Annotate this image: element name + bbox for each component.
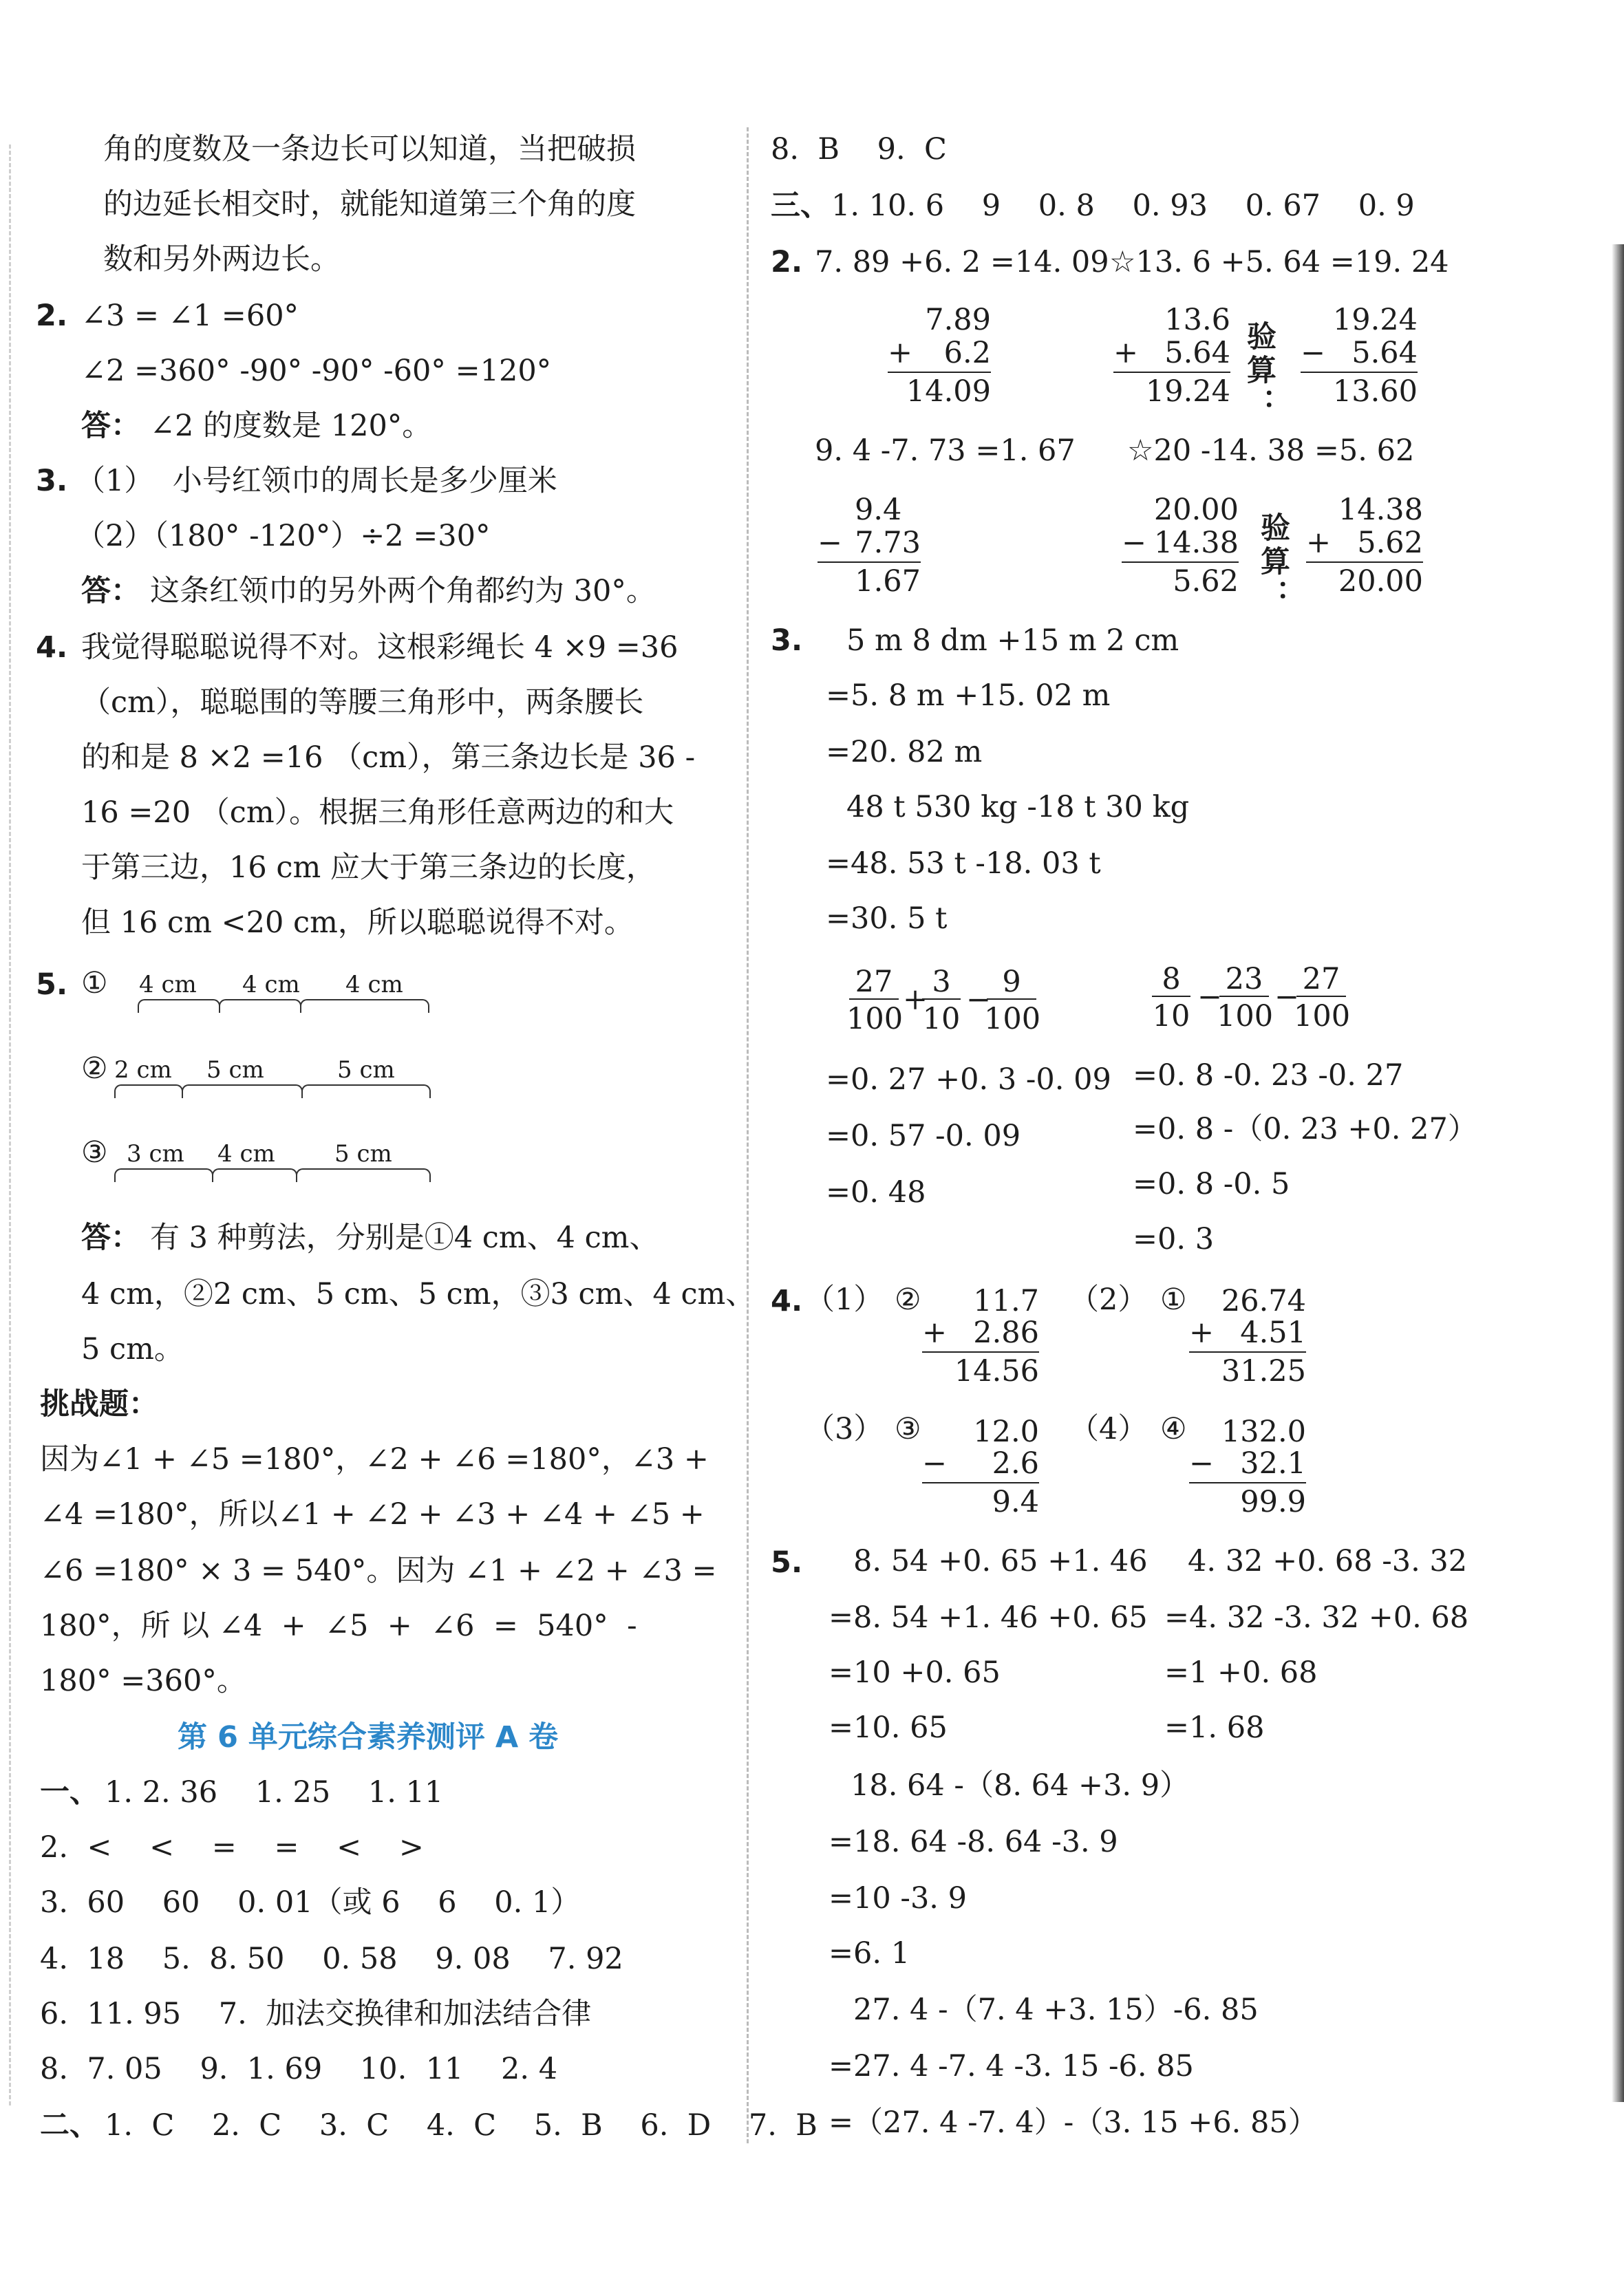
equation: 7. 89 +6. 2 =14. 09: [815, 245, 1109, 279]
equation-step: =8. 54 +1. 46 +0. 65: [829, 1600, 1148, 1635]
segment-label: 4 cm: [242, 971, 300, 998]
text-line: ∠6 =180° × 3 = 540°。因为 ∠1 + ∠2 + ∠3 =: [40, 1554, 717, 1588]
circled-number: ①: [81, 966, 108, 1000]
operator: −: [966, 983, 992, 1017]
calc-bottom: 7.73: [855, 526, 921, 560]
page-edge-shadow: [1612, 244, 1624, 2102]
calc-operator: +: [888, 336, 913, 370]
equation-step: =18. 64 -8. 64 -3. 9: [829, 1825, 1118, 1859]
calc-operator: −: [1301, 336, 1326, 370]
equation: ☆13. 6 +5. 64 =19. 24: [1109, 245, 1449, 279]
operator: +: [903, 983, 928, 1017]
operator: −: [1197, 980, 1223, 1014]
segment-label: 5 cm: [337, 1056, 395, 1084]
fraction: [1149, 961, 1193, 1036]
segment-brace: [114, 1084, 183, 1098]
calc-result: 19.24: [1145, 374, 1230, 409]
segment-brace: [301, 1084, 431, 1098]
equation-step: =20. 82 m: [826, 735, 983, 769]
text-line: 于第三边，16 cm 应大于第三条边的长度，: [81, 850, 656, 885]
sub-question-label: （3）: [805, 1412, 884, 1446]
equation: 27. 4 -（7. 4 +3. 15）-6. 85: [853, 1993, 1259, 2027]
question-number: 5.: [771, 1545, 803, 1580]
text-line: ∠2 的度数是 120°。: [150, 409, 432, 443]
question-number: 4.: [771, 1284, 803, 1318]
equation-step: =30. 5 t: [826, 901, 948, 936]
segment-brace: [296, 1168, 431, 1182]
calc-operator: +: [922, 1316, 948, 1350]
calc-operator: +: [1113, 336, 1139, 370]
verification-calculation: [1301, 303, 1418, 409]
calc-operator: +: [1189, 1316, 1215, 1350]
calc-top: 7.89: [925, 303, 991, 337]
right-column: [757, 0, 1603, 2294]
calc-bottom: 2.6: [992, 1446, 1039, 1481]
vertical-calculation: [922, 1413, 1039, 1519]
text-line: ∠4 =180°，所以∠1 + ∠2 + ∠3 + ∠4 + ∠5 +: [40, 1497, 705, 1532]
segment-brace: [219, 999, 301, 1013]
question-number: 4.: [36, 630, 68, 665]
calc-result: 14.09: [906, 374, 991, 409]
question-number: 3.: [36, 464, 68, 498]
denominator: 100: [846, 1002, 904, 1036]
fraction: [1217, 961, 1272, 1036]
calc-bottom: 4.51: [1240, 1316, 1306, 1350]
denominator: 10: [922, 1002, 961, 1036]
calc-bottom: 2.86: [973, 1316, 1039, 1350]
challenge-label: 挑战题：: [40, 1387, 158, 1422]
text-line: 但 16 cm <20 cm，所以聪聪说得不对。: [81, 905, 634, 940]
calc-bottom: 5.64: [1164, 336, 1230, 370]
equation: 48 t 530 kg -18 t 30 kg: [846, 790, 1190, 824]
calc-operator: −: [922, 1446, 948, 1481]
equation: 4. 32 +0. 68 -3. 32: [1188, 1544, 1468, 1578]
denominator: 100: [1294, 999, 1351, 1033]
equation-step: =48. 53 t -18. 03 t: [826, 846, 1101, 881]
segment-brace: [212, 1168, 297, 1182]
calc-rule: [922, 1351, 1039, 1353]
vertical-calculation: [1189, 1283, 1306, 1389]
segment-label: 4 cm: [139, 971, 197, 998]
text-line: 这条红领巾的另外两个角都约为 30°。: [150, 574, 656, 608]
text-line: 的边延长相交时，就能知道第三个角的度: [103, 187, 636, 222]
answer-line: 1. 10. 6 9 0. 8 0. 93 0. 67 0. 9: [831, 189, 1415, 223]
fraction: [1294, 961, 1349, 1036]
vertical-calculation: [818, 493, 921, 599]
calc-top: 11.7: [973, 1284, 1039, 1318]
answer-line: 1. C 2. C 3. C 4. C 5. B 6. D 7. B: [105, 2108, 818, 2143]
calc-bottom: 5.64: [1351, 336, 1418, 370]
equation-step: =10 +0. 65: [829, 1655, 1001, 1690]
calc-rule: [888, 372, 991, 373]
calc-operator: −: [818, 526, 843, 560]
calc-operator: −: [1122, 526, 1147, 560]
vertical-calculation: [1189, 1413, 1306, 1519]
answer-line: 4. 18 5. 8. 50 0. 58 9. 08 7. 92: [40, 1942, 623, 1976]
equation: 5 m 8 dm +15 m 2 cm: [846, 623, 1179, 658]
answer-label: 答：: [81, 409, 140, 443]
text-line: 180° =360°。: [40, 1664, 246, 1698]
text-line: 因为∠1 + ∠5 =180°，∠2 + ∠6 =180°，∠3 +: [40, 1442, 709, 1477]
segment-label: 4 cm: [345, 971, 403, 998]
calc-rule: [1306, 561, 1423, 563]
text-line: 数和另外两边长。: [103, 242, 340, 277]
calc-result: 1.67: [855, 564, 921, 599]
segment-label: 3 cm: [127, 1140, 184, 1168]
vertical-calculation: [922, 1283, 1039, 1389]
numerator: 27: [855, 965, 893, 999]
calc-bottom: 5.62: [1357, 526, 1423, 560]
vertical-calculation: [1113, 303, 1230, 409]
equation-step: =0. 8 -（0. 23 +0. 27）: [1133, 1112, 1477, 1146]
circled-number: ③: [895, 1412, 921, 1446]
section-title: 第 6 单元综合素养测评 A 卷: [178, 1720, 559, 1755]
sub-question-label: （2）: [1069, 1283, 1148, 1317]
calc-top: 19.24: [1332, 303, 1418, 337]
text-line: 16 =20 （cm）。根据三角形任意两边的和大: [81, 795, 674, 830]
calc-result: 20.00: [1338, 564, 1423, 599]
text-line: 180°，所 以 ∠4 + ∠5 + ∠6 = 540° -: [40, 1609, 637, 1643]
segment-brace: [138, 999, 220, 1013]
denominator: 100: [1217, 999, 1274, 1033]
column-divider: [747, 127, 749, 2143]
denominator: 10: [1152, 999, 1190, 1033]
segment-label: 4 cm: [217, 1140, 275, 1168]
calc-result: 99.9: [1240, 1485, 1306, 1519]
calc-bottom: 32.1: [1240, 1446, 1306, 1481]
section-label: 二、: [40, 2108, 99, 2143]
denominator: 100: [984, 1002, 1041, 1036]
circled-number: ②: [895, 1283, 921, 1317]
text-line: 4 cm，②2 cm、5 cm、5 cm，③3 cm、4 cm、: [81, 1277, 756, 1311]
equation-step: =0. 27 +0. 3 -0. 09: [826, 1062, 1111, 1097]
fraction-bar: [1152, 996, 1190, 997]
equation-step: =5. 8 m +15. 02 m: [826, 678, 1111, 713]
calc-top: 9.4: [855, 493, 902, 527]
circled-number: ③: [81, 1135, 108, 1170]
answer-label: 答：: [81, 1221, 140, 1255]
circled-number: ①: [1160, 1283, 1187, 1317]
calc-result: 9.4: [992, 1485, 1039, 1519]
segment-label: 5 cm: [206, 1056, 264, 1084]
equation-step: =0. 8 -0. 5: [1133, 1167, 1290, 1201]
equation-step: =0. 48: [826, 1175, 926, 1210]
numerator: 9: [1002, 965, 1021, 999]
calc-rule: [818, 561, 921, 563]
equation-step: =（27. 4 -7. 4）-（3. 15 +6. 85）: [829, 2105, 1318, 2140]
calc-operator: +: [1306, 526, 1332, 560]
question-number: 3.: [771, 623, 803, 658]
calc-operator: −: [1189, 1446, 1215, 1481]
fraction: [919, 963, 963, 1039]
equation-step: =6. 1: [829, 1936, 910, 1971]
answer-line: 2. < < = = < >: [40, 1830, 424, 1865]
fraction: [846, 963, 904, 1039]
text-line: ∠3 = ∠1 =60°: [81, 299, 299, 333]
calc-top: 13.6: [1164, 303, 1230, 337]
text-line: （2）（180° -120°）÷2 =30°: [76, 519, 491, 553]
equation-step: =1. 68: [1164, 1711, 1265, 1745]
equation: ☆20 -14. 38 =5. 62: [1127, 433, 1415, 468]
fraction: [984, 963, 1039, 1039]
answer-line: 8. 7. 05 9. 1. 69 10. 11 2. 4: [40, 2052, 558, 2086]
fraction-bar: [849, 998, 899, 1000]
calc-rule: [1113, 372, 1230, 373]
fraction-bar: [987, 998, 1036, 1000]
numerator: 23: [1225, 962, 1263, 996]
answer-line: 1. 2. 36 1. 25 1. 11: [105, 1775, 444, 1810]
equation-step: =10 -3. 9: [829, 1881, 967, 1916]
equation-step: =0. 8 -0. 23 -0. 27: [1133, 1058, 1404, 1093]
answer-line: 3. 60 60 0. 01（或 6 6 0. 1）: [40, 1885, 581, 1920]
text-line: 我觉得聪聪说得不对。这根彩绳长 4 ×9 =36: [81, 630, 679, 665]
segment-label: 2 cm: [114, 1056, 172, 1084]
question-number: 5.: [36, 967, 68, 1002]
circled-number: ④: [1160, 1412, 1187, 1446]
calc-rule: [1189, 1482, 1306, 1483]
equation-step: =27. 4 -7. 4 -3. 15 -6. 85: [829, 2049, 1194, 2083]
answer-line: 8. B 9. C: [771, 132, 947, 167]
calc-bottom: 6.2: [943, 336, 991, 370]
equation-step: =10. 65: [829, 1711, 948, 1745]
fraction-bar: [1296, 996, 1346, 997]
question-number: 2.: [771, 245, 803, 279]
calc-top: 26.74: [1221, 1284, 1306, 1318]
calc-bottom: 14.38: [1153, 526, 1239, 560]
calc-rule: [1301, 372, 1418, 373]
calc-top: 132.0: [1221, 1415, 1306, 1449]
calc-result: 31.25: [1221, 1354, 1306, 1389]
fraction-bar: [922, 998, 961, 1000]
segment-brace: [182, 1084, 303, 1098]
calc-result: 5.62: [1173, 564, 1239, 599]
question-number: 2.: [36, 299, 68, 333]
fraction-bar: [1219, 996, 1269, 997]
numerator: 27: [1302, 962, 1340, 996]
calc-rule: [922, 1482, 1039, 1483]
equation: 18. 64 -（8. 64 +3. 9）: [851, 1768, 1190, 1803]
equation: 9. 4 -7. 73 =1. 67: [815, 433, 1076, 468]
vertical-calculation: [888, 303, 991, 409]
equation-step: =0. 3: [1133, 1222, 1215, 1256]
sub-question-label: （1）: [805, 1283, 884, 1317]
segment-brace: [300, 999, 429, 1013]
verification-calculation: [1306, 493, 1423, 599]
sub-question-label: （4）: [1069, 1412, 1148, 1446]
text-line: 有 3 种剪法，分别是①4 cm、4 cm、: [150, 1221, 659, 1255]
segment-brace: [114, 1168, 213, 1182]
numerator: 8: [1162, 962, 1181, 996]
segment-label: 5 cm: [334, 1140, 392, 1168]
calc-rule: [1189, 1351, 1306, 1353]
text-line: （1） 小号红领巾的周长是多少厘米: [76, 464, 557, 498]
answer-label: 答：: [81, 574, 140, 608]
calc-top: 14.38: [1338, 493, 1423, 527]
answer-line: 6. 11. 95 7. 加法交换律和加法结合律: [40, 1997, 592, 2031]
text-line: （cm），聪聪围的等腰三角形中，两条腰长: [81, 685, 644, 720]
section-label: 一、: [40, 1775, 99, 1810]
check-label: 验算：: [1256, 512, 1290, 613]
calc-top: 20.00: [1153, 493, 1239, 527]
text-line: ∠2 =360° -90° -90° -60° =120°: [81, 354, 552, 388]
text-line: 角的度数及一条边长可以知道，当把破损: [103, 132, 636, 167]
calc-top: 12.0: [973, 1415, 1039, 1449]
calc-result: 14.56: [954, 1354, 1039, 1389]
equation: 8. 54 +0. 65 +1. 46: [853, 1544, 1148, 1578]
text-line: 5 cm。: [81, 1332, 184, 1366]
section-label: 三、: [771, 189, 830, 223]
calc-rule: [1122, 561, 1239, 563]
equation-step: =1 +0. 68: [1164, 1655, 1318, 1690]
equation-step: =0. 57 -0. 09: [826, 1119, 1021, 1153]
operator: −: [1274, 980, 1300, 1014]
numerator: 3: [932, 965, 951, 999]
vertical-calculation: [1122, 493, 1239, 599]
calc-result: 13.60: [1332, 374, 1418, 409]
circled-number: ②: [81, 1051, 108, 1086]
text-line: 的和是 8 ×2 =16 （cm），第三条边长是 36 -: [81, 740, 696, 775]
equation-step: =4. 32 -3. 32 +0. 68: [1164, 1600, 1469, 1635]
check-label: 验算：: [1242, 321, 1276, 422]
